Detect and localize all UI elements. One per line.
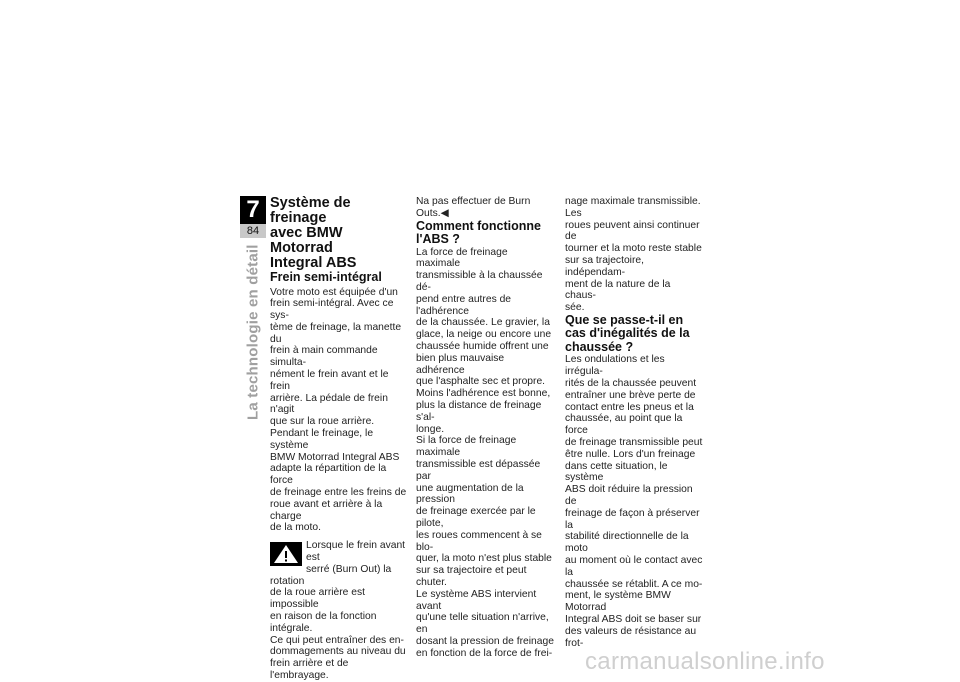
chapter-side-title: La technologie en détail <box>244 244 262 420</box>
paragraph: Pendant le freinage, le système BMW Motorrad Integral ABS adapte la répartition de la force de freinage entre les freins de roue avant et arrière à la charge de la moto. <box>270 428 407 534</box>
subsection-title: Frein semi-intégral <box>270 270 382 284</box>
column-3 <box>565 196 703 649</box>
paragraph: Les ondulations et les irrégula- rités de la chaussée peuvent entraîner une brève perte de contact entre les pneus et la chaussée, au point que la force de freinage transmissible peut être nulle. Lors d'un freinage dans cette situation, le système ABS doit réduire la pression de freinage de façon à préserver la stabilité directionnelle de la moto au moment où le contact avec la chaussée se rétablit. A ce mo- ment, le système BMW Motorrad Integral ABS doit se baser sur des valeurs de résistance au frot- <box>565 354 703 649</box>
section-heading: Que se passe-t-il en cas d'inégalités de la chaussée ? <box>565 312 690 354</box>
page-number: 84 <box>240 224 266 238</box>
warning-text: de la roue arrière est impossible en raison de la fonction intégrale. Ce qui peut entraîner des en- dommagements au niveau du frein arrière et de l'embrayage. <box>270 587 406 681</box>
section-title: Système de freinage avec BMW Motorrad Integral ABS <box>270 195 357 271</box>
warning-triangle-icon <box>270 542 302 566</box>
watermark: carmanualsonline.info <box>585 648 825 675</box>
paragraph: Votre moto est équipée d'un frein semi-intégral. Avec ce sys- tème de freinage, la manette du frein à main commande simulta- nément le frein avant et le frein arrière. La pédale de frein n'agit que sur la roue arrière. <box>270 286 402 428</box>
paragraph: Si la force de freinage maximale transmissible est dépassée par une augmentation de la pression de freinage exercée par le pilote, les roues commencent à se blo- quer, la moto n'est plus stable sur sa trajectoire et peut chuter. Le système ABS intervient avant qu'une telle situation n'arrive, en dosant la pression de freinage en fonction de la force de frei- <box>416 435 554 659</box>
column-2 <box>416 196 554 659</box>
paragraph: Na pas effectuer de Burn Outs.◀ <box>416 196 531 219</box>
column-1 <box>270 196 408 682</box>
paragraph: La force de freinage maximale transmissible à la chaussée dé- pend entre autres de l'adhérence de la chaussée. Le gravier, la glace, la neige ou encore une chaussée humide offrent une bien plus mauvaise adhérence que l'asphalte sec et propre. Moins l'adhérence est bonne, plus la distance de freinage s'al- longe. <box>416 246 552 435</box>
section-heading: Comment fonctionne l'ABS ? <box>416 218 541 247</box>
paragraph: nage maximale transmissible. Les roues peuvent ainsi continuer de tourner et la moto reste stable sur sa trajectoire, indépendam- ment de la nature de la chaus- sée. <box>565 196 702 314</box>
chapter-number-box: 7 <box>240 196 266 224</box>
warning-lead: Lorsque le frein avant est serré (Burn Out) la rotation <box>270 540 406 587</box>
warning-block <box>270 540 408 682</box>
